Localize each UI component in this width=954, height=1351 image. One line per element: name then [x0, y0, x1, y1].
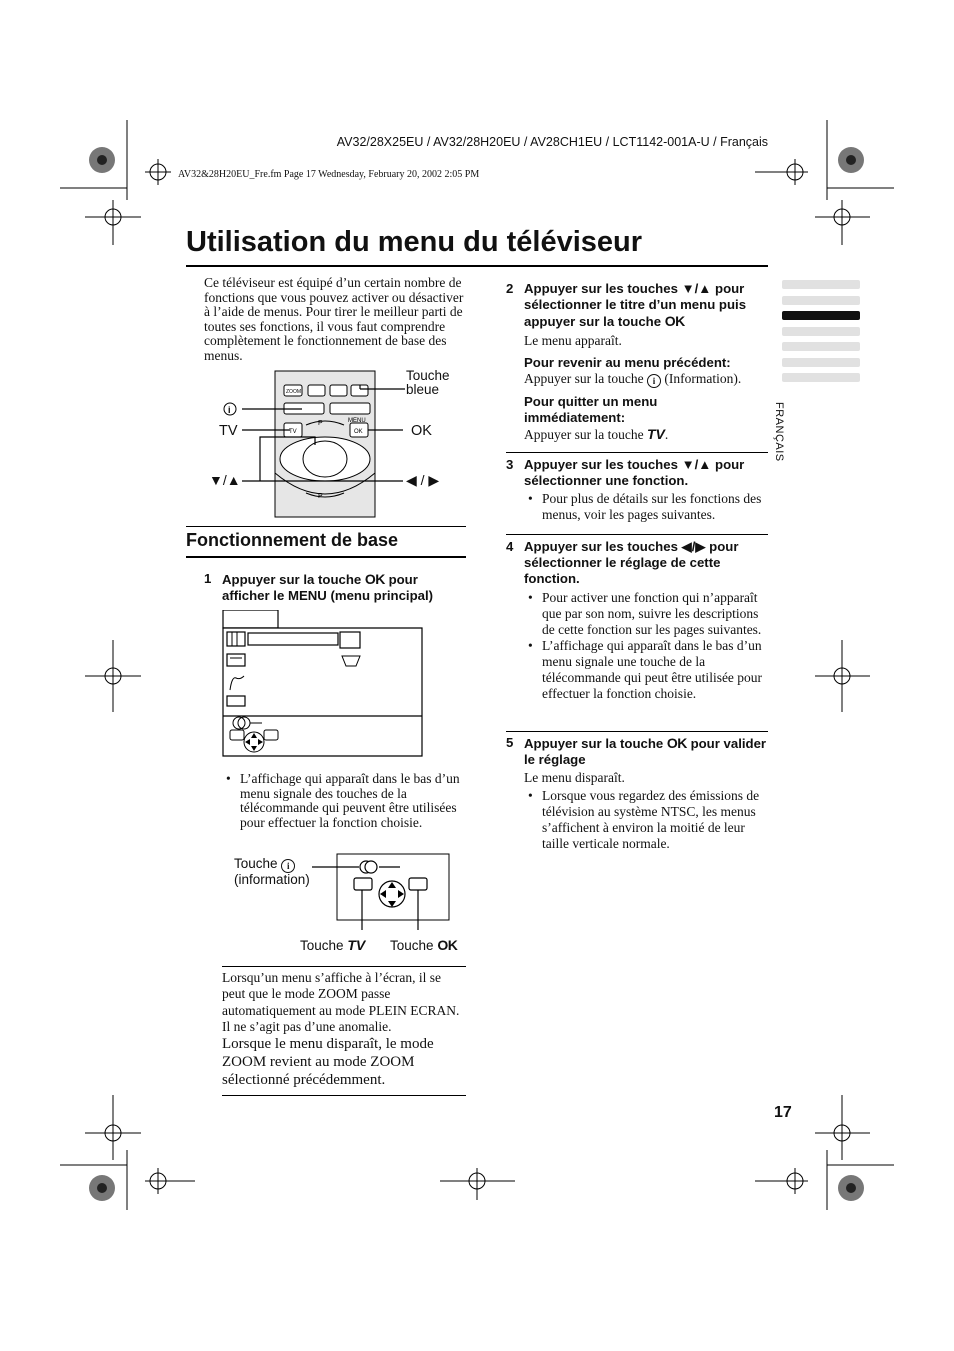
- step-divider: [506, 452, 768, 453]
- info-icon: i: [281, 859, 295, 873]
- step5-body: Le menu disparaît.: [524, 770, 625, 785]
- info-keys-figure: [300, 850, 460, 930]
- step-3-block: [506, 457, 768, 523]
- step4-bullet-1: • Pour activer une fonction qui n’apparaît que par son nom, suivre les descriptions de cette fonction sur les pages suivantes.: [524, 590, 768, 638]
- section-rule: [186, 526, 466, 527]
- title-rule: [186, 265, 768, 267]
- language-tabs: [782, 280, 860, 389]
- btn-p-bottom-text: P: [318, 493, 323, 500]
- info-icon: i: [647, 374, 661, 388]
- step3-bullet: • Pour plus de détails sur les fonctions des menus, voir les pages suivantes.: [524, 491, 768, 523]
- label-touche-bleue: Touche bleue: [406, 368, 450, 397]
- header-model-line: AV32/28X25EU / AV32/28H20EU / AV28CH1EU / LCT1142-001A-U / Français: [336, 135, 768, 149]
- btn-menu-text: MENU: [348, 418, 366, 424]
- step-divider: [506, 534, 768, 535]
- note-text-1: Lorsqu’un menu s’affiche à l’écran, il se peut que le mode ZOOM passe automatiquement au mode PLEIN ECRAN. Il ne s’agit pas d’une anomalie.: [222, 970, 460, 1034]
- note-text-2: Lorsque le menu disparaît, le mode ZOOM revient au mode ZOOM sélectionné précédemment.: [222, 1036, 434, 1089]
- updown-keys-icon: ▼/▲: [681, 281, 712, 296]
- step2-sub1-title: Pour revenir au menu précédent:: [524, 355, 731, 370]
- lang-tab-active: [782, 311, 860, 320]
- page-title: Utilisation du menu du téléviseur: [186, 226, 643, 258]
- btn-tv-text: TV: [289, 429, 297, 435]
- step-3: 3 Appuyer sur les touches ▼/▲ pour sélectionner une fonction.: [506, 457, 745, 488]
- step-divider: [506, 731, 768, 732]
- note-box: [222, 966, 466, 1096]
- step-1: 1 Appuyer sur la touche OK pour afficher le MENU (menu principal): [204, 571, 434, 603]
- language-label: FRANÇAIS: [773, 402, 785, 462]
- label-tv: TV: [219, 423, 238, 439]
- btn-zoom-text: ZOOM: [286, 389, 301, 395]
- ok-key-icon: OK: [364, 571, 385, 587]
- ok-key-icon: OK: [437, 937, 458, 953]
- section-title: Fonctionnement de base: [186, 530, 399, 550]
- lang-tab: [782, 342, 860, 351]
- label-ok: OK: [411, 423, 432, 439]
- right-column: [506, 281, 768, 443]
- step-4: 4 Appuyer sur les touches ◀/▶ pour sélectionner le réglage de cette fonction.: [506, 539, 739, 586]
- tv-key-icon: TV: [347, 937, 366, 953]
- lang-tab: [782, 373, 860, 382]
- btn-ok-text: OK: [354, 429, 363, 435]
- lang-tab: [782, 280, 860, 289]
- tv-key-icon: TV: [646, 426, 665, 442]
- step2-sub2-title: Pour quitter un menu immédiatement:: [524, 394, 658, 425]
- lang-tab: [782, 296, 860, 305]
- label-touche-info: Touche i (information): [234, 856, 310, 887]
- intro-text: Ce téléviseur est équipé d’un certain nombre de fonctions que vous pouvez activer ou désactiver à l’aide de menus. Pour tirer le meilleur parti de toutes ses fonctions, il vous faut comprendre complètement le fonctionnement de base des menus.: [204, 275, 464, 363]
- file-info-line: AV32&28H20EU_Fre.fm Page 17 Wednesday, February 20, 2002 2:05 PM: [178, 169, 480, 180]
- step2-sub1-body: Appuyer sur la touche i (Information).: [524, 371, 742, 386]
- svg-text:i: i: [228, 405, 231, 415]
- step-4-block: [506, 539, 768, 702]
- step-2: 2 Appuyer sur les touches ▼/▲ pour sélectionner le titre d’un menu puis appuyer sur la touche OK: [506, 281, 747, 329]
- updown-keys-icon: ▼/▲: [681, 457, 712, 472]
- ok-key-icon: OK: [664, 313, 685, 329]
- step2-body: Le menu apparaît.: [524, 333, 622, 348]
- leftright-keys-icon: ◀/▶: [681, 539, 706, 554]
- section-rule: [186, 556, 466, 558]
- label-touche-ok: Touche OK: [390, 937, 458, 953]
- label-left-right: ◀ / ▶: [406, 472, 440, 488]
- step2-sub2-body: Appuyer sur la touche TV.: [524, 426, 669, 442]
- label-up-down: ▼/▲: [209, 472, 241, 488]
- step-5: 5 Appuyer sur la touche OK pour valider le réglage: [506, 735, 767, 767]
- page-number: 17: [774, 1104, 792, 1121]
- step-5-block: [506, 735, 768, 852]
- lang-tab: [782, 327, 860, 336]
- step1-bullet: • L’affichage qui apparaît dans le bas d’un menu signale des touches de la télécommande qui peuvent être utilisées pour effectuer la fonction choisie.: [222, 772, 476, 830]
- ok-key-icon: OK: [666, 735, 687, 751]
- lang-tab: [782, 358, 860, 367]
- step5-bullet: • Lorsque vous regardez des émissions de télévision au système NTSC, les menus s’affichent à environ la moitié de leur taille verticale normale.: [524, 788, 768, 852]
- btn-p-top-text: P: [318, 420, 323, 427]
- step4-bullet-2: • L’affichage qui apparaît dans le bas d’un menu signale une touche de la télécommande qui peut être utilisée pour effectuer la fonction choisie.: [524, 638, 768, 702]
- main-menu-figure: [222, 610, 427, 760]
- label-touche-tv: Touche TV: [300, 937, 366, 953]
